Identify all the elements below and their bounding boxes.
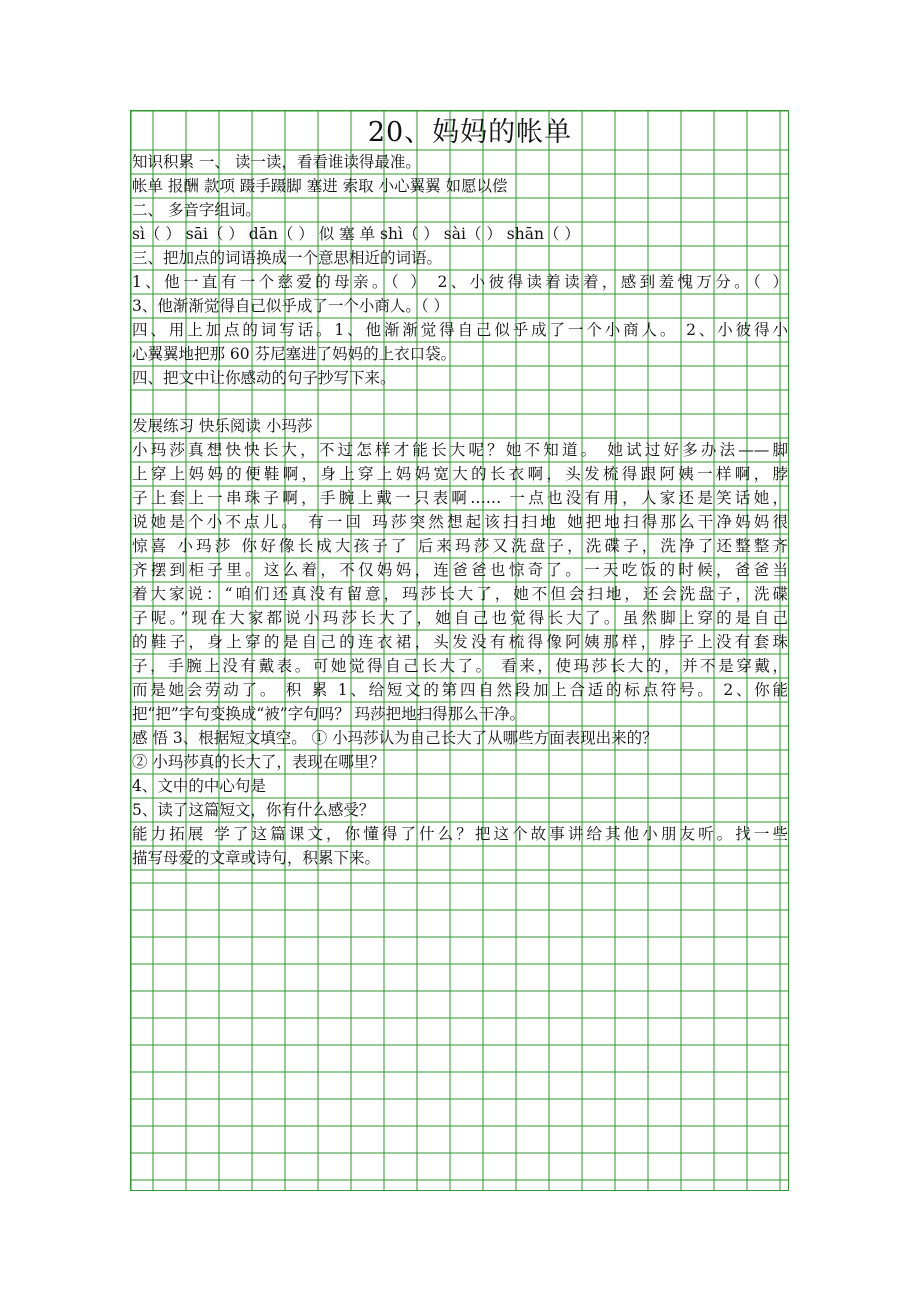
text-line-15: 子上套上一串珠子啊，手腕上戴一只表啊…… 一点也没有用，人家还是笑话她， xyxy=(132,489,788,507)
text-line-5: 三、把加点的词语换成一个意思相近的词语。 xyxy=(132,249,443,267)
text-line-8: 四、用上加点的词写话。1、他渐渐觉得自己似乎成了一个小商人。 2、小彼得小 xyxy=(132,321,788,339)
text-line-16: 说她是个小不点儿。 有一回 玛莎突然想起该扫扫地 她把地扫得那么干净妈妈很 xyxy=(132,513,788,531)
text-line-4: sì（ ） sāi（ ） dān（ ） 似 塞 单 shì（ ） sài（ ） shān（ ） xyxy=(132,225,580,243)
text-line-20: 子呢。”现在大家都说小玛莎长大了，她自己也觉得长大了。虽然脚上穿的是自己 xyxy=(132,609,788,627)
text-line-18: 齐摆到柜子里。这么着，不仅妈妈，连爸爸也惊奇了。一天吃饭的时候，爸爸当 xyxy=(132,561,788,579)
text-line-7: 3、他渐渐觉得自己似乎成了一个小商人。（ ） xyxy=(132,297,450,315)
text-line-26: ② 小玛莎真的长大了，表现在哪里？ xyxy=(132,753,385,771)
text-line-25: 感 悟 3、根据短文填空。 ① 小玛莎认为自己长大了从哪些方面表现出来的？ xyxy=(132,729,658,747)
text-line-22: 子，手腕上没有戴表。可她觉得自己长大了。 看来，使玛莎长大的，并不是穿戴， xyxy=(132,657,788,675)
text-line-1: 知识积累 一、 读一读，看看谁读得最准。 xyxy=(132,153,421,171)
text-line-13: 小玛莎真想快快长大，不过怎样才能长大呢？她不知道。 她试过好多办法——脚 xyxy=(132,441,788,459)
page-title: 20、妈妈的帐单 xyxy=(367,117,573,148)
text-line-27: 4、文中的中心句是 xyxy=(132,777,266,795)
text-line-3: 二、 多音字组词。 xyxy=(132,201,261,219)
blank-line xyxy=(132,390,788,414)
text-line-2: 帐单 报酬 款项 蹑手蹑脚 塞进 索取 小心翼翼 如愿以偿 xyxy=(132,177,508,195)
text-line-23: 而是她会劳动了。 积 累 1、给短文的第四自然段加上合适的标点符号。 2、你能 xyxy=(132,681,788,699)
text-line-24: 把“把”字句变换成“被”字句吗？ 玛莎把地扫得那么干净。 xyxy=(132,705,526,723)
worksheet-content xyxy=(132,110,788,870)
text-line-29: 能力拓展 学了这篇课文，你懂得了什么？把这个故事讲给其他小朋友听。找一些 xyxy=(132,825,788,843)
text-line-6: 1、他一直有一个慈爱的母亲。（ ） 2、小彼得读着读着，感到羞愧万分。（ ） xyxy=(132,273,788,291)
text-line-19: 着大家说：“咱们还真没有留意，玛莎长大了，她不但会扫地，还会洗盘子，洗碟 xyxy=(132,585,788,603)
text-line-28: 5、读了这篇短文，你有什么感受？ xyxy=(132,801,375,819)
text-line-10: 四、把文中让你感动的句子抄写下来。 xyxy=(132,369,396,387)
text-line-14: 上穿上妈妈的便鞋啊，身上穿上妈妈宽大的长衣啊，头发梳得跟阿姨一样啊，脖 xyxy=(132,465,788,483)
text-line-30: 描写母爱的文章或诗句，积累下来。 xyxy=(132,849,381,867)
text-line-17: 惊喜 小玛莎 你好像长成大孩子了 后来玛莎又洗盘子，洗碟子，洗净了还整整齐 xyxy=(132,537,788,555)
text-line-9: 心翼翼地把那 60 芬尼塞进了妈妈的上衣口袋。 xyxy=(132,345,457,363)
text-line-21: 的鞋子，身上穿的是自己的连衣裙，头发没有梳得像阿姨那样，脖子上没有套珠 xyxy=(132,633,788,651)
text-line-12: 发展练习 快乐阅读 小玛莎 xyxy=(132,417,313,435)
